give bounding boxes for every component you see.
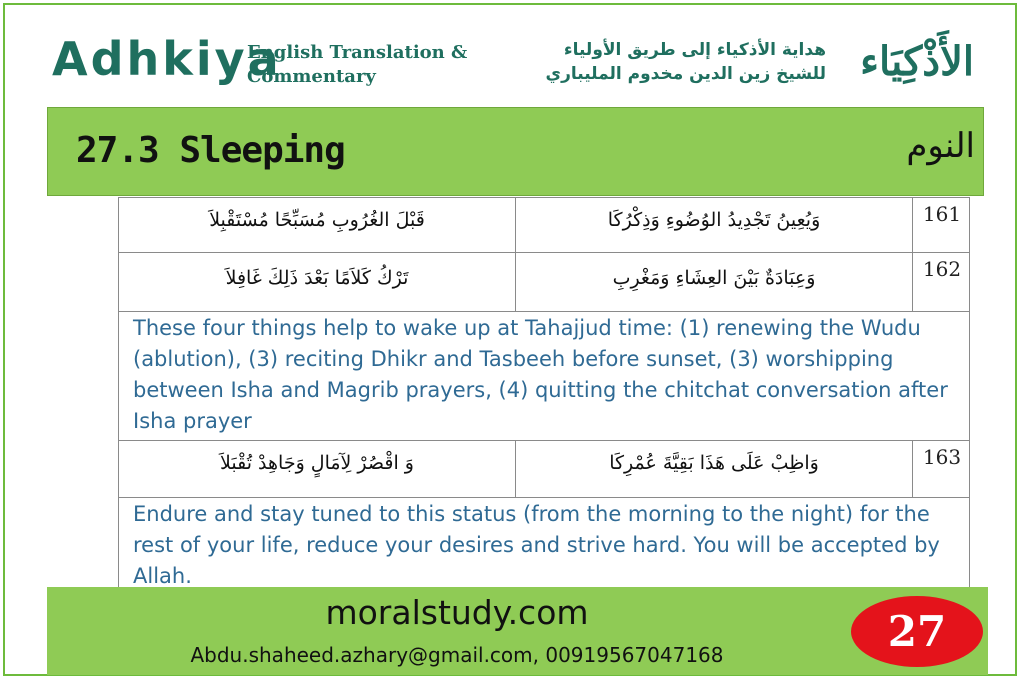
header-subtitle bbox=[247, 41, 477, 89]
chapter-badge bbox=[851, 596, 983, 667]
verse-second-half: وَ اقْصُرْ لِآمَالٍ وَجَاهِدْ تُقْبَلاَ bbox=[119, 441, 516, 497]
section-arabic-title: النوم bbox=[906, 126, 975, 166]
verse-number: 161 bbox=[922, 202, 962, 226]
verse-commentary: These four things help to wake up at Tahajjud time: (1) renewing the Wudu (ablution), (3) reciting Dhikr and Tasbeeh before sunset, (3) worshipping between Isha and Magrib prayers, (4) quitting the chitchat conversation after Isha prayer bbox=[118, 311, 970, 441]
footer bbox=[47, 587, 988, 675]
verse-first-half: وَيُعِينُ تَجْدِيدُ الوُضُوءِ وَذِكْرُكَا bbox=[516, 198, 913, 252]
subtitle-line-2: Commentary bbox=[247, 66, 376, 87]
arabic-book-title: هداية الأذكياء إلى طريق الأولياء bbox=[563, 40, 826, 60]
section-title: 27.3 Sleeping bbox=[76, 130, 345, 171]
verse-first-half: وَاظِبْ عَلَى هَذَا بَقِيَّةَ عُمْرِكَا bbox=[516, 441, 913, 497]
verse-row bbox=[118, 440, 970, 498]
verse-commentary: Endure and stay tuned to this status (from the morning to the night) for the rest of your life, reduce your desires and strive hard. You will be accepted by Allah. bbox=[118, 497, 970, 587]
subtitle-line-1: English Translation & bbox=[247, 42, 468, 63]
verse-number: 163 bbox=[922, 445, 962, 469]
arabic-author: للشيخ زين الدين مخدوم المليباري bbox=[545, 64, 826, 84]
verse-table bbox=[118, 197, 970, 587]
section-header bbox=[47, 107, 984, 196]
verse-second-half: تَرْكُ كَلاَمًا بَعْدَ ذَلِكَ غَافِلاَ bbox=[119, 253, 516, 311]
verse-row bbox=[118, 197, 970, 253]
chapter-number: 27 bbox=[887, 607, 947, 656]
contact-info: Abdu.shaheed.azhary@gmail.com, 00919567047168 bbox=[190, 643, 724, 667]
verse-first-half: وَعِبَادَةٌ بَيْنَ العِشَاءِ وَمَغْرِبِ bbox=[516, 253, 913, 311]
website-link[interactable]: moralstudy.com bbox=[325, 593, 589, 632]
verse-row bbox=[118, 252, 970, 312]
brand-logo: Adhkiya bbox=[52, 32, 282, 86]
verse-second-half: قَبْلَ الغُرُوبِ مُسَبِّحًا مُسْتَقْبِلاَ bbox=[119, 198, 516, 252]
arabic-book-heading bbox=[506, 38, 826, 86]
verse-number: 162 bbox=[922, 257, 962, 281]
arabic-logo: الأَذْكِيَاء bbox=[860, 38, 974, 85]
